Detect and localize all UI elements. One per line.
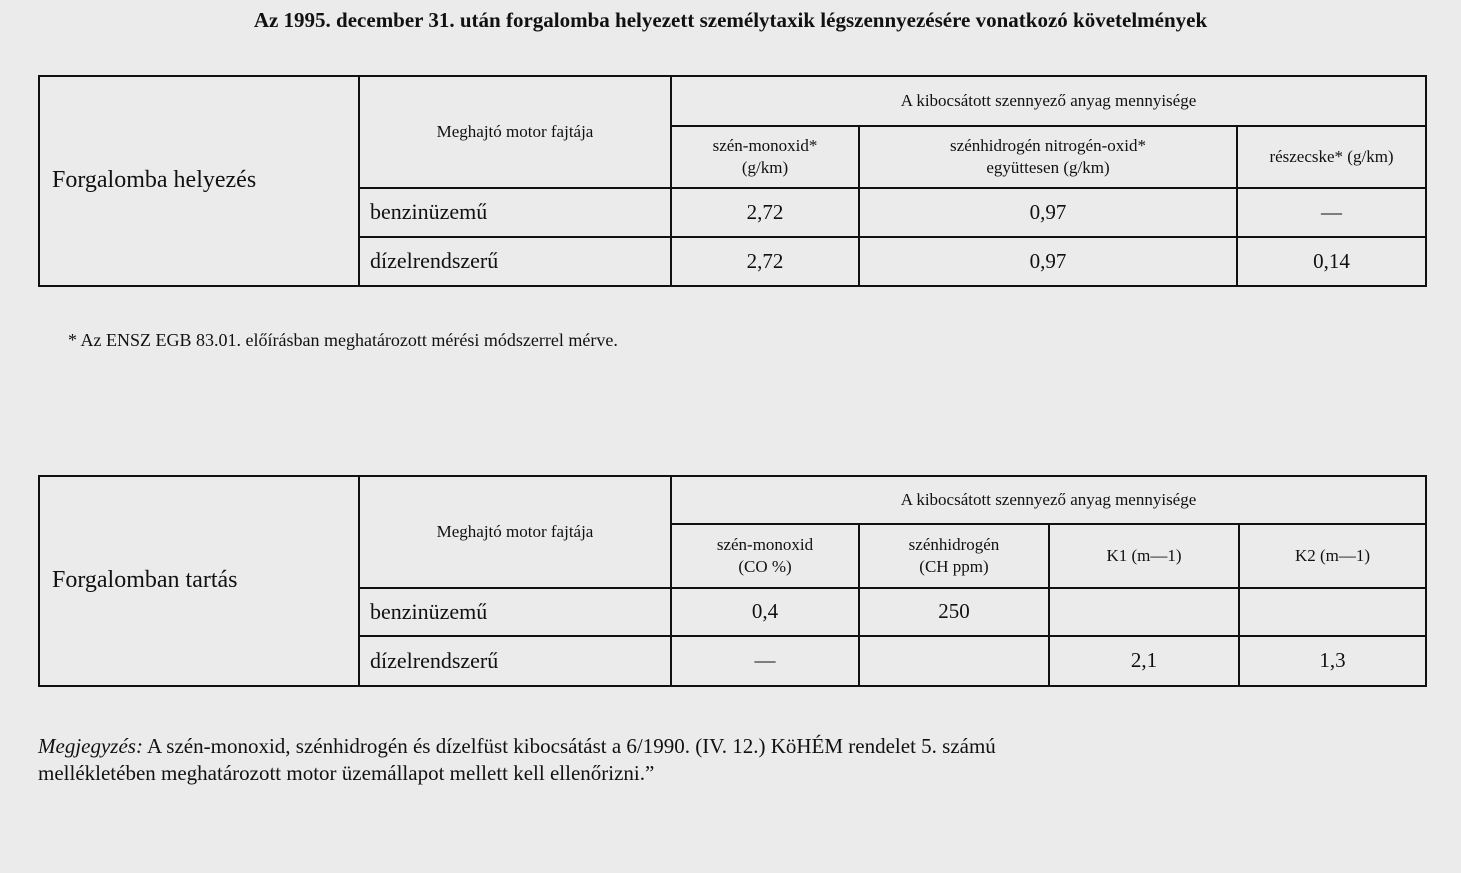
value-cell: [1239, 588, 1426, 636]
value-cell: 250: [859, 588, 1049, 636]
column-header: szénhidrogén (CH ppm): [859, 524, 1049, 588]
motor-type-cell: benzinüzemű: [359, 188, 671, 237]
value-cell: 0,14: [1237, 237, 1426, 286]
document-title: Az 1995. december 31. után forgalomba helyezett személytaxik légszennyezésére vonatkozó követelmények: [253, 8, 1208, 32]
column-header: részecske* (g/km): [1237, 126, 1426, 188]
value-cell: 2,1: [1049, 636, 1239, 686]
value-cell: 0,97: [859, 237, 1237, 286]
value-cell: [859, 636, 1049, 686]
column-header: szén-monoxid* (g/km): [671, 126, 859, 188]
note-label: Megjegyzés:: [38, 734, 143, 758]
note-text: A szén-monoxid, szénhidrogén és dízelfüst kibocsátást a 6/1990. (IV. 12.) KöHÉM rendelet 5. számú: [142, 734, 996, 758]
motor-type-cell: dízelrendszerű: [359, 636, 671, 686]
value-cell: 1,3: [1239, 636, 1426, 686]
value-cell: —: [1237, 188, 1426, 237]
note-text-continued: mellékletében meghatározott motor üzemállapot mellett kell ellenőrizni.”: [38, 761, 655, 786]
value-cell: —: [671, 636, 859, 686]
value-cell: 0,4: [671, 588, 859, 636]
motor-type-cell: benzinüzemű: [359, 588, 671, 636]
column-header: K1 (m—1): [1049, 524, 1239, 588]
pollutant-group-header: A kibocsátott szennyező anyag mennyisége: [671, 476, 1426, 524]
row-header: Forgalomba helyezés: [39, 76, 359, 286]
motor-type-cell: dízelrendszerű: [359, 237, 671, 286]
pollutant-group-header: A kibocsátott szennyező anyag mennyisége: [671, 76, 1426, 126]
value-cell: 2,72: [671, 188, 859, 237]
emission-table-operation: [38, 475, 1427, 687]
value-cell: 0,97: [859, 188, 1237, 237]
footnote: * Az ENSZ EGB 83.01. előírásban meghatározott mérési módszerrel mérve.: [68, 330, 618, 350]
note-paragraph: [38, 733, 1438, 788]
emission-table-registration: [38, 75, 1427, 287]
row-header: Forgalomban tartás: [39, 476, 359, 686]
motor-type-header: Meghajtó motor fajtája: [359, 476, 671, 588]
column-header: szénhidrogén nitrogén-oxid* együttesen (g/km): [859, 126, 1237, 188]
column-header: K2 (m—1): [1239, 524, 1426, 588]
motor-type-header: Meghajtó motor fajtája: [359, 76, 671, 188]
column-header: szén-monoxid (CO %): [671, 524, 859, 588]
value-cell: 2,72: [671, 237, 859, 286]
value-cell: [1049, 588, 1239, 636]
